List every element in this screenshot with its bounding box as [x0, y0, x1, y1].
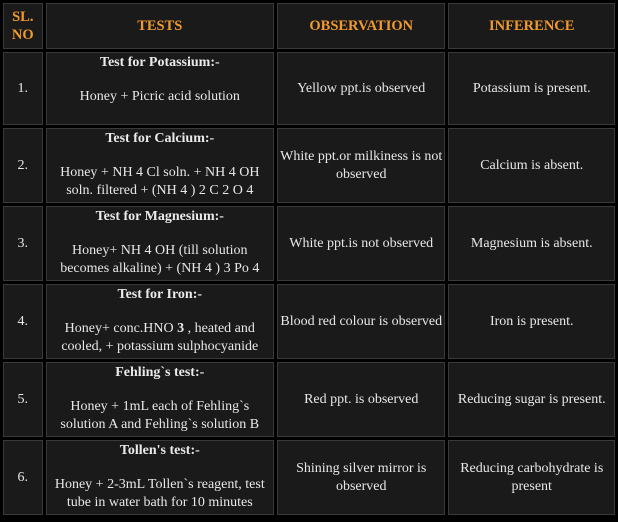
- sl-no-cell: 2.: [3, 128, 43, 203]
- table-row: [3, 362, 615, 437]
- header-inference: INFERENCE: [448, 3, 615, 49]
- table-row: [3, 440, 615, 515]
- test-cell: [46, 52, 274, 125]
- header-sl-no: [3, 3, 43, 49]
- table-row: [3, 284, 615, 359]
- sl-no-cell: 3.: [3, 206, 43, 281]
- sl-no-cell: 4.: [3, 284, 43, 359]
- test-cell: [46, 362, 274, 437]
- test-body: Honey + 1mL each of Fehling`s solution A and Fehling`s solution B: [60, 399, 260, 432]
- sl-no-cell: 6.: [3, 440, 43, 515]
- observation-cell: Yellow ppt.is observed: [277, 52, 446, 125]
- observation-cell: Red ppt. is observed: [277, 362, 446, 437]
- test-body: Honey + 2-3mL Tollen`s reagent, test tube in water bath for 10 minutes: [54, 477, 265, 510]
- test-title: Test for Potassium:-: [99, 55, 220, 70]
- sl-no-cell: 1.: [3, 52, 43, 125]
- test-body-bold: 3: [177, 321, 185, 336]
- table-row: [3, 52, 615, 125]
- test-body: Honey+ NH 4 OH (till solution becomes alkaline) + (NH 4 ) 3 Po 4: [60, 243, 260, 276]
- test-body-pre: Honey+ conc.HNO: [64, 321, 178, 336]
- header-observation: OBSERVATION: [277, 3, 446, 49]
- observation-cell: White ppt.is not observed: [277, 206, 446, 281]
- test-title: Test for Iron:-: [117, 287, 203, 302]
- observation-cell: Blood red colour is observed: [277, 284, 446, 359]
- table-row: [3, 128, 615, 203]
- inference-cell: Iron is present.: [448, 284, 615, 359]
- header-tests: TESTS: [46, 3, 274, 49]
- test-cell: [46, 440, 274, 515]
- test-cell: [46, 206, 274, 281]
- test-cell: [46, 128, 274, 203]
- test-title: Test for Magnesium:-: [95, 209, 224, 224]
- header-sl-no-line2: NO: [11, 27, 34, 43]
- test-cell: [46, 284, 274, 359]
- test-title: Test for Calcium:-: [105, 131, 215, 146]
- test-body: Honey + NH 4 Cl soln. + NH 4 OH soln. filtered + (NH 4 ) 2 C 2 O 4: [60, 165, 260, 198]
- header-sl-no-line1: SL.: [12, 9, 34, 25]
- test-body: [49, 320, 271, 356]
- test-title: Tollen's test:-: [119, 443, 200, 458]
- test-body: Honey + Picric acid solution: [79, 89, 240, 104]
- table-row: [3, 206, 615, 281]
- inference-cell: Reducing carbohydrate is present: [448, 440, 615, 515]
- observation-cell: Shining silver mirror is observed: [277, 440, 446, 515]
- test-body-post: , heated and cooled, + potassium sulphocyanide: [61, 321, 259, 354]
- inference-cell: Potassium is present.: [448, 52, 615, 125]
- test-title: Fehling`s test:-: [115, 365, 205, 380]
- inference-cell: Magnesium is absent.: [448, 206, 615, 281]
- sl-no-cell: 5.: [3, 362, 43, 437]
- header-row: [3, 3, 615, 49]
- inference-cell: Calcium is absent.: [448, 128, 615, 203]
- inference-cell: Reducing sugar is present.: [448, 362, 615, 437]
- observation-cell: White ppt.or milkiness is not observed: [277, 128, 446, 203]
